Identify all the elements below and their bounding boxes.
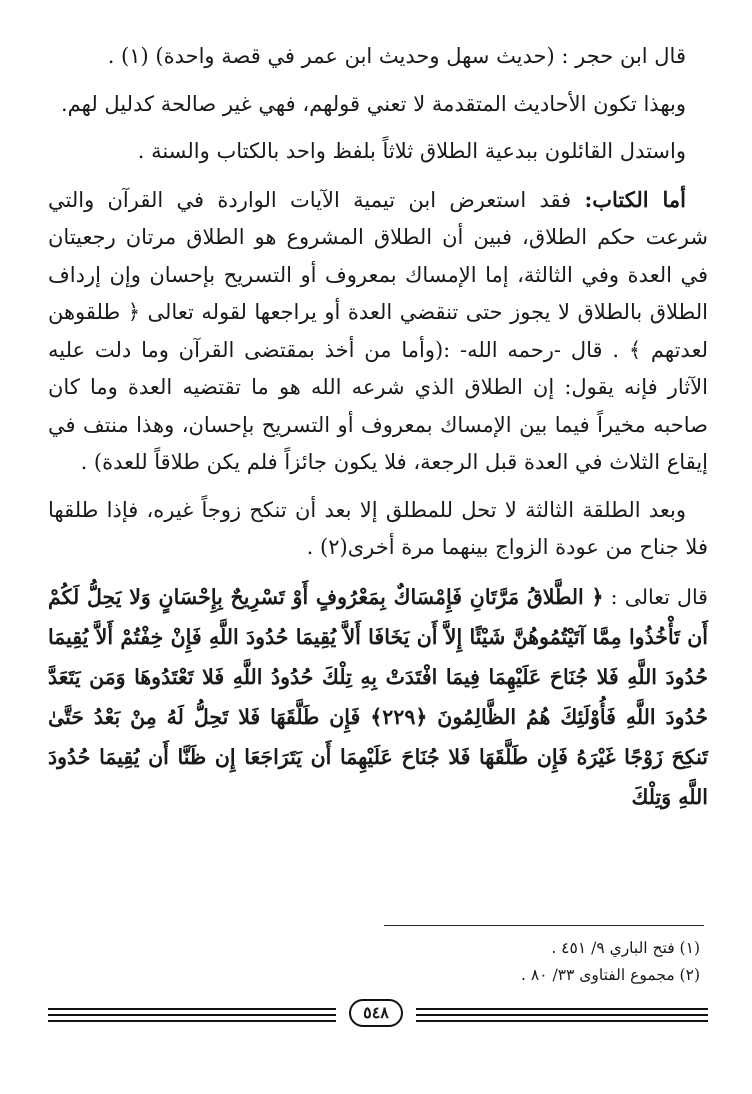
paragraph-quran-verse: [48, 577, 708, 817]
page-number-frame: [336, 996, 416, 1030]
section-lead-label: أما الكتاب:: [584, 186, 686, 212]
footnote-divider: [384, 925, 704, 926]
page-number: ٥٤٨: [349, 999, 403, 1027]
page-body: [48, 38, 708, 817]
paragraph-book-evidence-body: فقد استعرض ابن تيمية الآيات الواردة في القرآن والتي شرعت حكم الطلاق، فبين أن الطلاق المشروع هو الطلاق مرتان رجعيتان في العدة وفي الثالثة، إما الإمساك بمعروف أو التسريح بإحسان وإن إرداف الطلاق بالطلاق لا يجوز حتى تنقضي العدة أو يراجعها لقوله تعالى ﴿ طلقوهن لعدتهم ﴾ . قال -رحمه الله- :(وأما من أخذ بمقتضى القرآن وما دلت عليه الآثار فإنه يقول: إن الطلاق الذي شرعه الله هو ما تقتضيه العدة وما كان صاحبه مخيراً فيما بين الإمساك بمعروف أو التسريح بإحسان، وهذا منتف في إيقاع الثلاث في العدة قبل الرجعة، فلا يكون جائزاً فلم يكن طلاقاً للعدة) .: [48, 187, 708, 474]
paragraph-evidence-intro: واستدل القائلون ببدعية الطلاق ثلاثاً بلفظ واحد بالكتاب والسنة .: [137, 139, 686, 163]
footnotes: [60, 935, 700, 989]
verse-intro: قال تعالى :: [603, 584, 708, 609]
footnote-1: (١) فتح الباري ٩/ ٤٥١ .: [551, 939, 700, 957]
paragraph-hadiths-conclusion: وبهذا تكون الأحاديث المتقدمة لا تعني قولهم، فهي غير صالحة كدليل لهم.: [60, 91, 686, 116]
paragraph-ibn-hajar-quote: قال ابن حجر : (حديث سهل وحديث ابن عمر في قصة واحدة) (١) .: [107, 44, 686, 68]
verse-text: ﴿ الطَّلاقُ مَرَّتَانِ فَإِمْسَاكٌ بِمَعْرُوفٍ أَوْ تَسْرِيحٌ بِإِحْسَانٍ وَلا يَحِلُّ لَكُمْ أَن تَأْخُذُوا مِمَّا آتَيْتُمُوهُنَّ شَيْئًا إِلاَّ أَن يَخَافَا أَلاَّ يُقِيمَا حُدُودَ اللَّهِ فَإِنْ خِفْتُمْ أَلاَّ يُقِيمَا حُدُودَ اللَّهِ فَلا جُنَاحَ عَلَيْهِمَا فِيمَا افْتَدَتْ بِهِ تِلْكَ حُدُودُ اللَّهِ فَلا تَعْتَدُوهَا وَمَن يَتَعَدَّ حُدُودَ اللَّهِ فَأُوْلَئِكَ هُمُ الظَّالِمُونَ ﴿٢٢٩﴾ فَإِن طَلَّقَهَا فَلا تَحِلُّ لَهُ مِنْ بَعْدُ حَتَّىٰ تَنكِحَ زَوْجًا غَيْرَهُ فَإِن طَلَّقَهَا فَلا جُنَاحَ عَلَيْهِمَا أَن يَتَرَاجَعَا إِن ظَنَّا أَن يُقِيمَا حُدُودَ اللَّهِ وَتِلْكَ: [48, 584, 709, 809]
paragraph-book-evidence: [48, 181, 708, 482]
paragraph-third-divorce: وبعد الطلقة الثالثة لا تحل للمطلق إلا بعد أن تنكح زوجاً غيره، فإذا طلقها فلا جناح من عودة الزواج بينهما مرة أخرى(٢) .: [48, 497, 708, 559]
footnote-2: (٢) مجموع الفتاوى ٣٣/ ٨٠ .: [521, 966, 700, 984]
